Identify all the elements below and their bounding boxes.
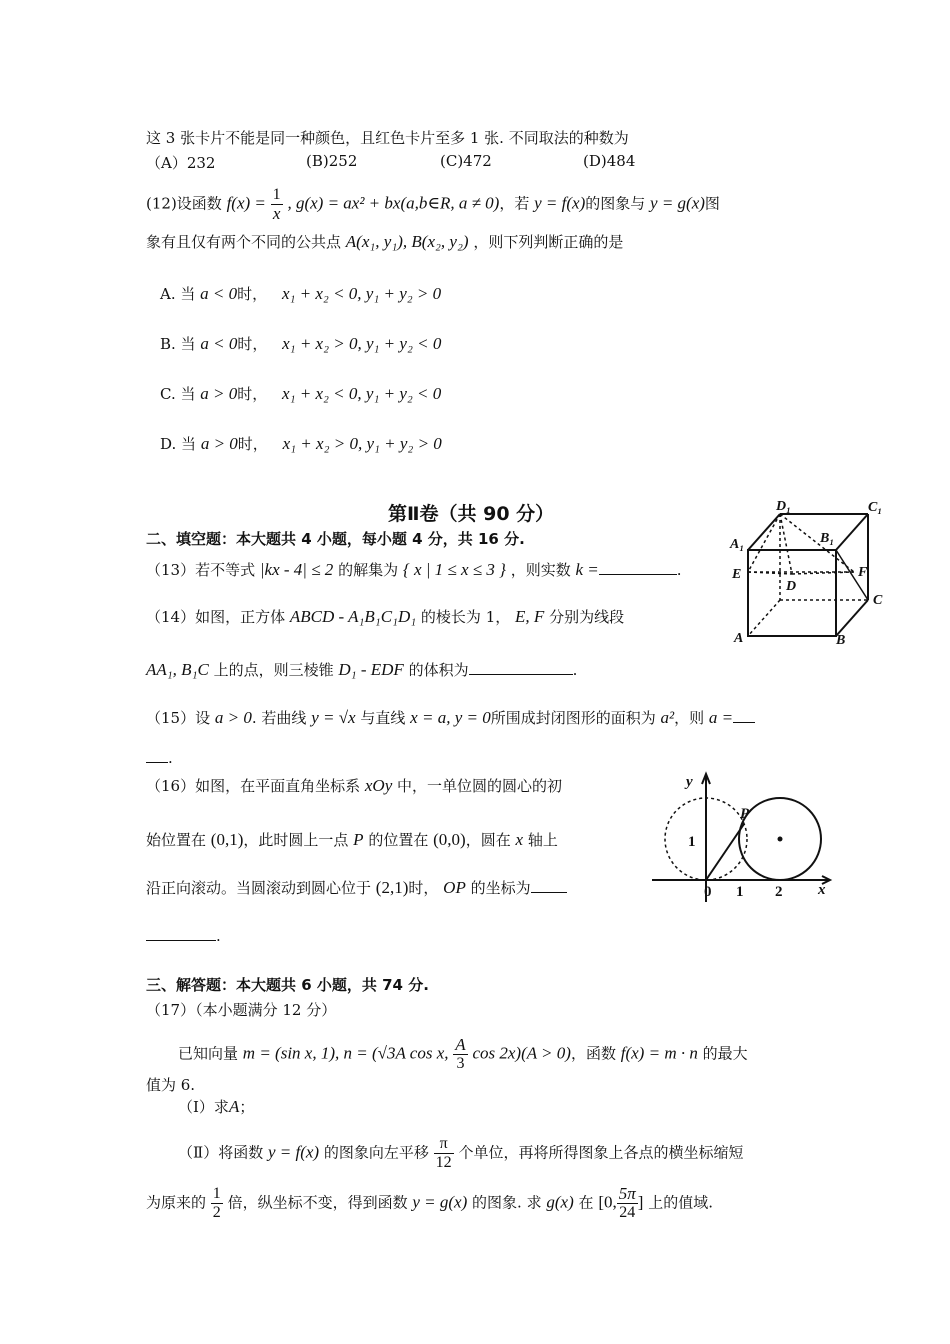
q16-line1: （16）如图，在平面直角坐标系 xOy 中，一单位圆的圆心的初 — [146, 776, 563, 795]
circle-label-origin: 0 — [704, 884, 712, 900]
cube-label-f: F — [858, 565, 868, 580]
circle-label-y: y — [686, 774, 693, 790]
q13-answer-blank[interactable] — [599, 560, 677, 575]
q16-answer-blank-2[interactable] — [146, 926, 216, 941]
q14-line1: （14）如图，正方体 ABCD - A₁B₁C₁D₁ 的棱长为 1， E, F 分别为线段 — [146, 607, 625, 626]
q16-line2: 始位置在 (0,1)，此时圆上一点 P 的位置在 (0,0)，圆在 x 轴上 — [146, 830, 558, 849]
q11-option-c: (C)472 — [440, 152, 492, 170]
q17-heading: （17）（本小题满分 12 分） — [146, 1001, 337, 1019]
q14-line2: AA₁, B₁C 上的点，则三棱锥 D₁ - EDF 的体积为 . — [146, 660, 578, 679]
circle-label-1-horizontal: 1 — [736, 884, 744, 900]
q14-answer-blank[interactable] — [469, 660, 573, 675]
cube-label-b: B — [836, 633, 846, 646]
cube-label-d: D — [786, 579, 797, 594]
q11-option-b: (B)252 — [306, 152, 358, 170]
cube-label-c: C — [873, 593, 883, 608]
q12-option-a: A. 当 a < 0时， x₁ + x₂ < 0, y₁ + y₂ > 0 — [160, 284, 442, 303]
part2-title: 第Ⅱ卷（共 90 分） — [388, 503, 555, 525]
circle-label-x: x — [818, 882, 826, 898]
section2-heading: 二、填空题：本大题共 4 小题，每小题 4 分，共 16 分. — [146, 530, 525, 548]
cube-label-a1: A₁ — [730, 537, 745, 552]
q12-option-b: B. 当 a < 0时， x₁ + x₂ > 0, y₁ + y₂ < 0 — [160, 334, 442, 353]
q11-option-a: （A）232 — [146, 154, 216, 172]
q15-line2: . — [146, 748, 173, 768]
q15-answer-blank-2[interactable] — [146, 748, 168, 763]
q12-option-d: D. 当 a > 0时， x₁ + x₂ > 0, y₁ + y₂ > 0 — [160, 434, 442, 453]
q12-line1: (12)设函数 f(x) = $\frac{1}{x}$ , g(x) = ax² + bx(a,b∈R, a ≠ 0)，若 y = f(x)的图象与 y = g(x)图 — [146, 186, 720, 223]
q12-fraction: $\frac{1}{x}$ — [272, 186, 281, 223]
cube-label-a: A — [734, 631, 744, 646]
q16-line3: 沿正向滚动。当圆滚动到圆心位于 (2,1)时， OP 的坐标为 — [146, 878, 567, 898]
circle-label-p: P — [740, 806, 750, 822]
q16-line4: . — [146, 926, 221, 946]
rolling-circle-figure — [650, 768, 840, 904]
cube-label-e: E — [732, 567, 742, 582]
cube-label-c1: C₁ — [868, 500, 883, 515]
q17-part2-line1: （Ⅱ）将函数 y = f(x) 的图象向左平移 $\frac{\pi}{12}$ 个单位，再将所得图象上各点的横坐标缩短 — [178, 1135, 744, 1171]
circle-label-1-vertical: 1 — [688, 834, 696, 850]
q11-stem-tail: 这 3 张卡片不能是同一种颜色，且红色卡片至多 1 张. 不同取法的种数为 — [146, 129, 629, 147]
section3-heading: 三、解答题：本大题共 6 小题，共 74 分. — [146, 976, 429, 994]
cube-label-b1: B₁ — [820, 531, 835, 546]
circle-label-2: 2 — [775, 884, 783, 900]
q17-line1: 已知向量 m = (sin x, 1), n = (√3A cos x, $\frac{A}{3}$ cos 2x)(A > 0)，函数 f(x) = m · n 的最大 — [178, 1035, 748, 1072]
q16-answer-blank-1[interactable] — [531, 878, 567, 893]
cube-label-d1: D₁ — [776, 499, 791, 514]
q12-option-c: C. 当 a > 0时， x₁ + x₂ < 0, y₁ + y₂ < 0 — [160, 384, 442, 403]
q15-answer-blank-1[interactable] — [733, 708, 755, 723]
q13-line: （13）若不等式 |kx - 4| ≤ 2 的解集为 { x | 1 ≤ x ≤ 3 } ，则实数 k = . — [146, 560, 682, 579]
q17-part1: （Ⅰ）求A； — [178, 1097, 255, 1116]
q17-part2-line2: 为原来的 $\frac{1}{2}$ 倍，纵坐标不变，得到函数 y = g(x) 的图象. 求 g(x) 在 [0, $\frac{5\pi}{24}$ ] 上的值域. — [146, 1184, 714, 1221]
q11-option-d: (D)484 — [583, 152, 636, 170]
q17-line2: 值为 6. — [146, 1076, 196, 1094]
q12-line2: 象有且仅有两个不同的公共点 A(x₁, y₁), B(x₂, y₂) ，则下列判断正确的是 — [146, 232, 624, 251]
q15-line1: （15）设 a > 0. 若曲线 y = √x 与直线 x = a, y = 0所围成封闭图形的面积为 a²，则 a = — [146, 708, 755, 728]
cube-figure — [728, 498, 898, 646]
